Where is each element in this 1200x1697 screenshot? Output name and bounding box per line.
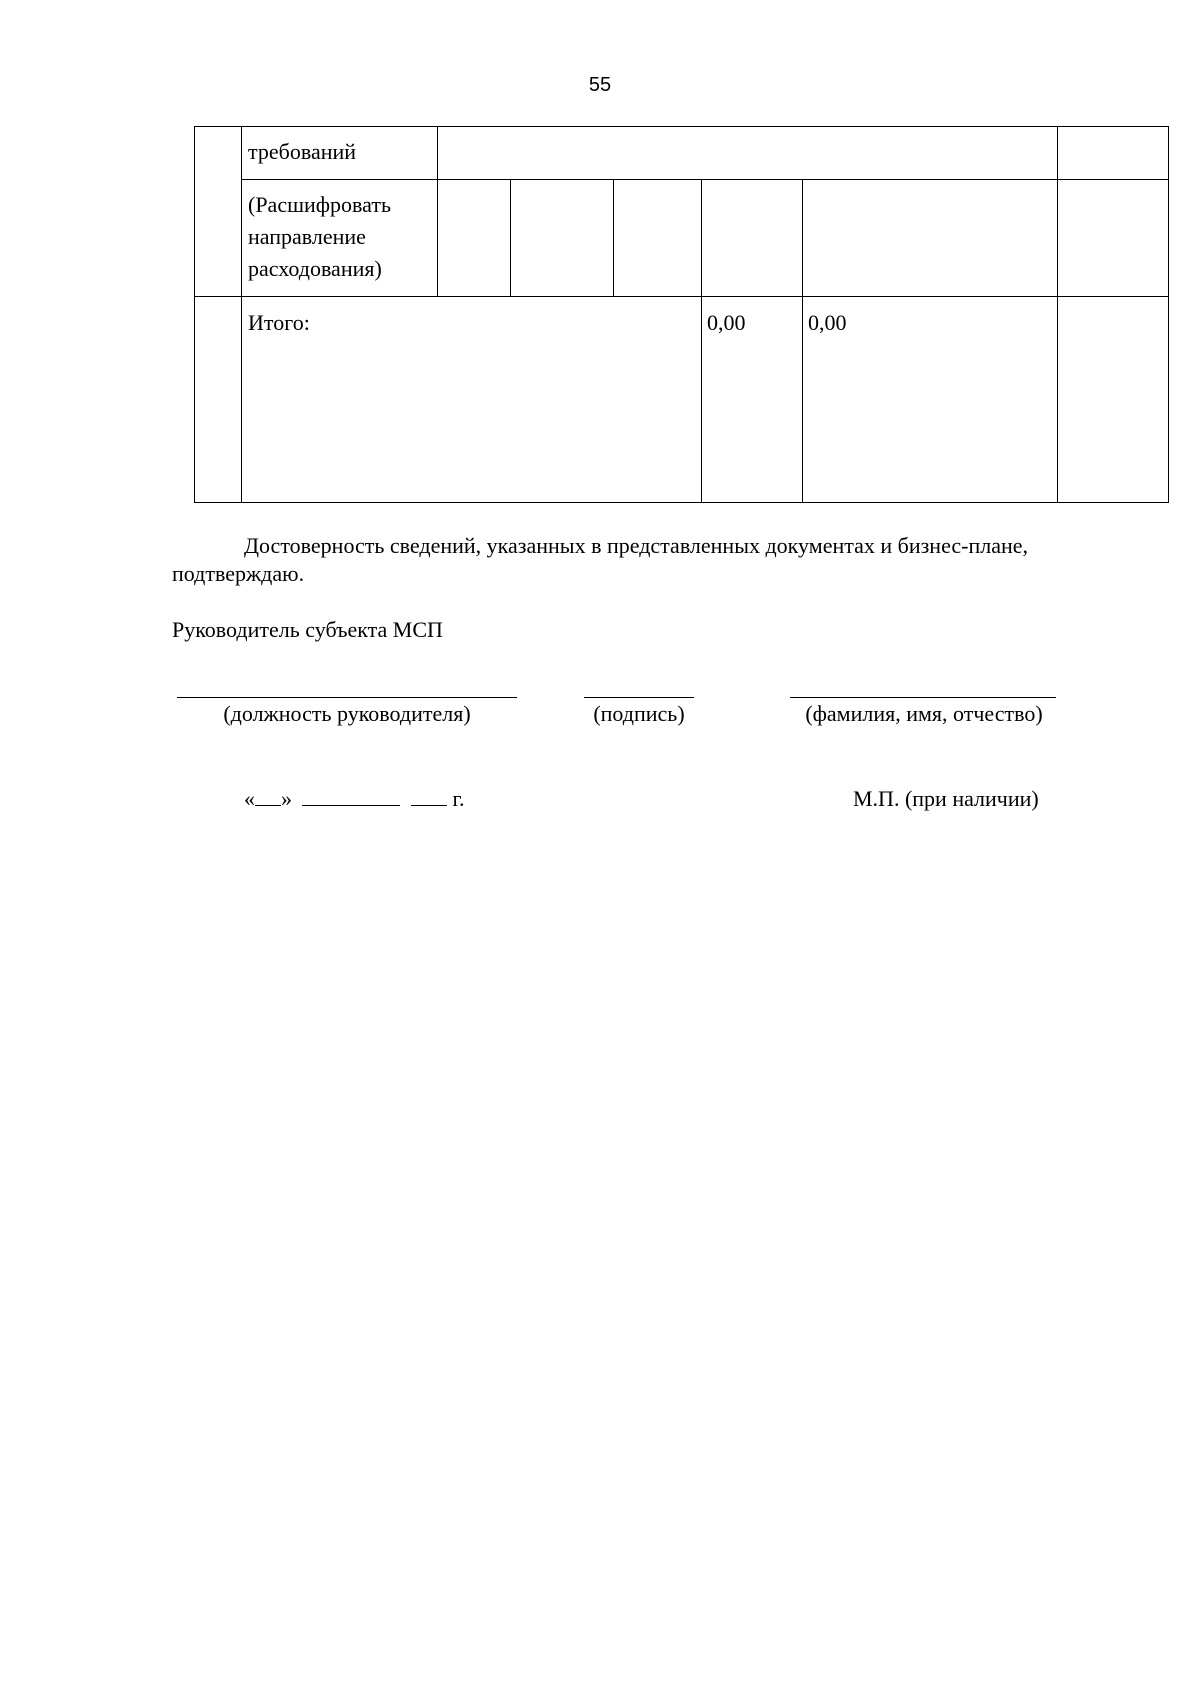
- page-number: 55: [588, 74, 612, 96]
- confirmation-text: Достоверность сведений, указанных в представленных документах и бизнес-плане,: [244, 533, 1029, 558]
- signature-line[interactable]: [584, 697, 694, 698]
- table-row-label-line: (Расшифровать: [248, 192, 391, 217]
- confirmation-text: подтверждаю.: [172, 561, 305, 586]
- table-row-label-line: направление: [248, 224, 366, 249]
- table-row-label-line: расходования): [248, 256, 382, 281]
- day-blank[interactable]: [255, 787, 281, 806]
- name-caption: (фамилия, имя, отчество): [805, 701, 1043, 726]
- total-value: 0,00: [808, 310, 847, 335]
- head-title: Руководитель субъекта МСП: [172, 617, 443, 642]
- date-close-quote: »: [281, 786, 292, 811]
- date-line: [244, 785, 465, 813]
- signature-caption: (подпись): [593, 701, 685, 726]
- date-open-quote: «: [244, 786, 255, 811]
- stamp-note: М.П. (при наличии): [853, 786, 1039, 811]
- table-row-label: требований: [248, 139, 357, 164]
- total-label: Итого:: [248, 310, 310, 335]
- year-suffix: г.: [452, 786, 465, 811]
- month-blank[interactable]: [302, 787, 400, 806]
- position-line[interactable]: [177, 697, 517, 698]
- total-value: 0,00: [707, 310, 746, 335]
- position-caption: (должность руководителя): [223, 701, 471, 726]
- name-line[interactable]: [790, 697, 1056, 698]
- year-blank[interactable]: [411, 787, 447, 806]
